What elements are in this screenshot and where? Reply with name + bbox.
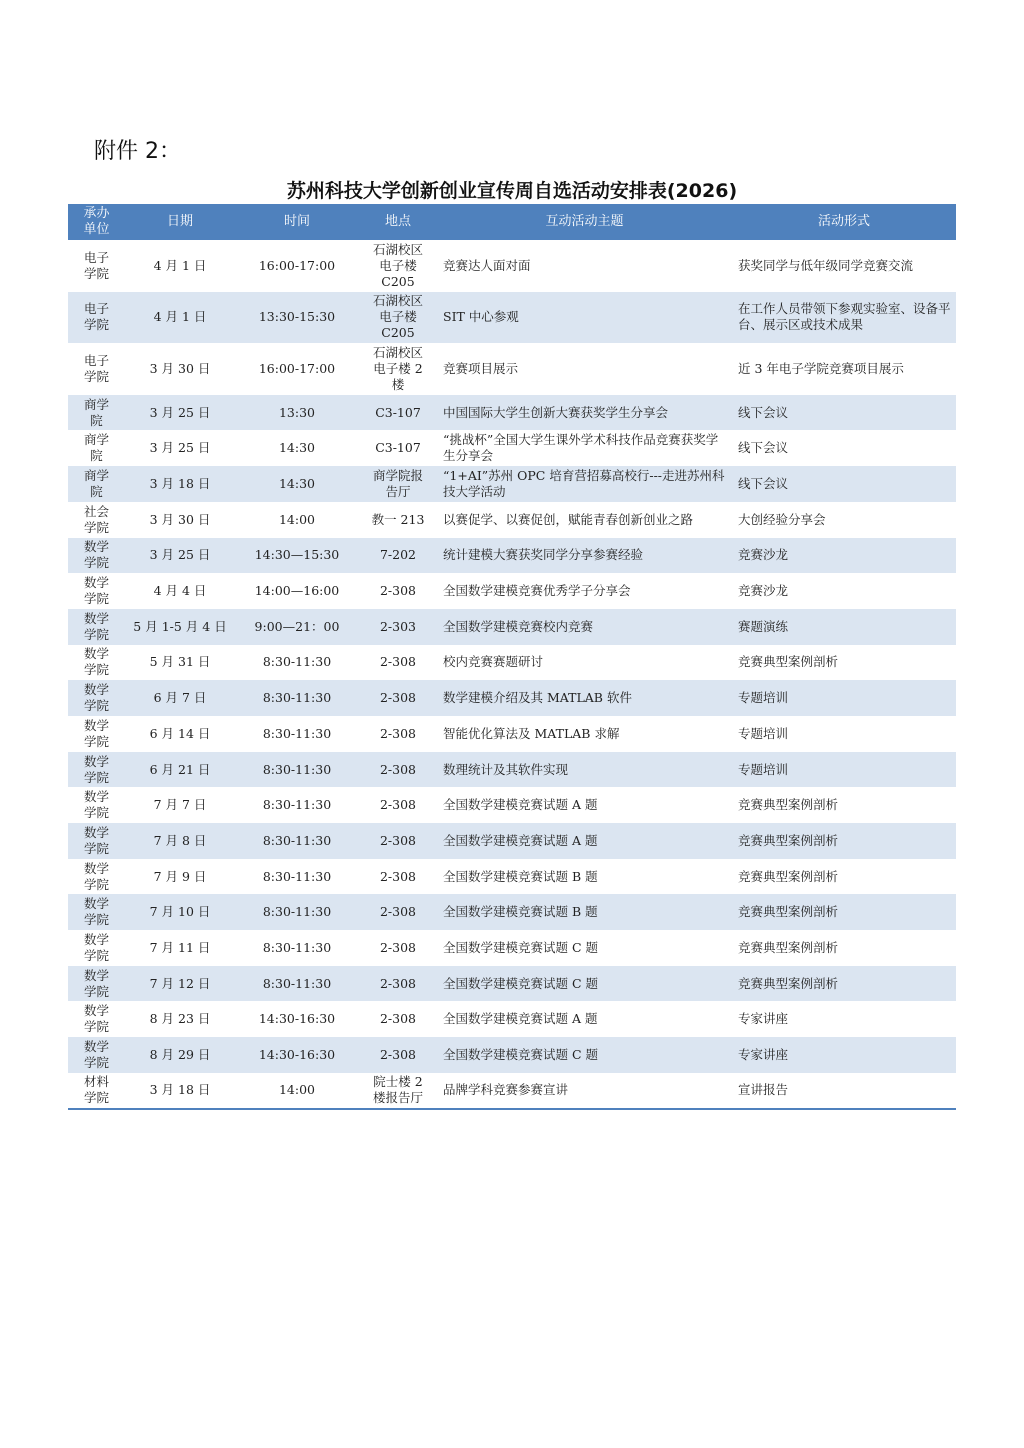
- cell-unit: 电子学院: [83, 352, 109, 384]
- cell-time: 8:30-11:30: [262, 690, 332, 706]
- cell-time: 8:30-11:30: [262, 975, 332, 991]
- cell-place: 2-308: [379, 654, 417, 670]
- cell-unit: 电子学院: [83, 301, 109, 333]
- table-row: [68, 466, 956, 502]
- cell-unit: 数学学院: [83, 646, 109, 678]
- cell-topic: 全国数学建模竞赛试题 C 题: [443, 1047, 599, 1062]
- cell-place: 2-308: [379, 725, 417, 741]
- cell-place: C3-107: [375, 404, 421, 420]
- cell-place: 2-308: [379, 761, 417, 777]
- cell-form: 宣讲报告: [738, 1082, 789, 1098]
- cell-place: 院士楼 2 楼报告厅: [372, 1074, 423, 1106]
- cell-place: 石湖校区电子楼C205: [372, 293, 423, 341]
- table-row: [68, 343, 956, 395]
- table-row: [68, 645, 956, 681]
- cell-place: 2-308: [379, 939, 417, 955]
- cell-time: 9:00—21：00: [254, 618, 340, 634]
- cell-topic: 全国数学建模竞赛试题 A 题: [443, 1011, 598, 1027]
- table-row: [68, 716, 956, 752]
- table-row: [68, 538, 956, 574]
- cell-time: 8:30-11:30: [262, 868, 332, 884]
- cell-topic: 全国数学建模竞赛优秀学子分享会: [443, 583, 631, 599]
- schedule-table: [68, 204, 956, 1110]
- cell-form: 获奖同学与低年级同学竞赛交流: [738, 257, 914, 273]
- cell-form: 线下会议: [738, 476, 789, 491]
- cell-form: 在工作人员带领下参观实验室、设备平台、展示区或技术成果: [738, 301, 951, 333]
- cell-topic: 全国数学建模竞赛试题 A 题: [443, 832, 598, 848]
- cell-form: 竞赛典型案例剖析: [738, 939, 839, 955]
- cell-unit: 数学学院: [83, 824, 109, 856]
- cell-time: 8:30-11:30: [262, 939, 332, 955]
- cell-form: 竞赛典型案例剖析: [738, 654, 839, 670]
- cell-time: 8:30-11:30: [262, 725, 332, 741]
- table-header: [68, 204, 956, 240]
- cell-topic: 全国数学建模竞赛试题 B 题: [443, 904, 598, 920]
- cell-time: 8:30-11:30: [262, 654, 332, 670]
- cell-date: 7 月 8 日: [153, 832, 207, 848]
- cell-unit: 数学学院: [83, 717, 109, 749]
- cell-date: 3 月 25 日: [149, 440, 211, 456]
- table-body: [68, 240, 956, 1109]
- attachment-label: 附件 2：: [94, 139, 181, 164]
- cell-time: 14:00—16:00: [254, 583, 340, 599]
- cell-time: 8:30-11:30: [262, 761, 332, 777]
- cell-place: 2-308: [379, 868, 417, 884]
- cell-form: 赛题演练: [738, 618, 789, 634]
- cell-date: 6 月 14 日: [149, 725, 211, 741]
- cell-time: 16:00-17:00: [258, 257, 336, 273]
- cell-date: 4 月 4 日: [153, 583, 207, 599]
- cell-time: 13:30-15:30: [258, 309, 336, 325]
- cell-date: 5 月 1-5 月 4 日: [133, 618, 227, 634]
- cell-date: 7 月 12 日: [149, 975, 211, 991]
- cell-topic: 数理统计及其软件实现: [443, 761, 569, 777]
- cell-time: 8:30-11:30: [262, 797, 332, 813]
- cell-place: 石湖校区电子楼 2 楼: [372, 344, 423, 392]
- cell-date: 3 月 25 日: [149, 547, 211, 563]
- cell-date: 3 月 30 日: [149, 360, 211, 376]
- cell-date: 8 月 23 日: [149, 1011, 211, 1027]
- cell-form: 专题培训: [738, 725, 789, 741]
- cell-place: 2-308: [379, 797, 417, 813]
- cell-place: 2-308: [379, 975, 417, 991]
- cell-form: 竞赛典型案例剖析: [738, 832, 839, 848]
- cell-time: 16:00-17:00: [258, 360, 336, 376]
- cell-place: C3-107: [375, 440, 421, 456]
- table-row: [68, 1001, 956, 1037]
- cell-unit: 数学学院: [83, 931, 109, 963]
- cell-topic: 校内竞赛赛题研讨: [443, 654, 544, 670]
- header-time: 时间: [235, 204, 359, 240]
- cell-time: 14:00: [278, 511, 316, 527]
- cell-time: 8:30-11:30: [262, 904, 332, 920]
- cell-place: 2-308: [379, 690, 417, 706]
- table-row: [68, 1073, 956, 1109]
- cell-time: 14:30-16:30: [258, 1011, 336, 1027]
- table-row: [68, 894, 956, 930]
- cell-unit: 社会学院: [83, 503, 109, 535]
- cell-form: 近 3 年电子学院竞赛项目展示: [738, 360, 904, 376]
- cell-unit: 材料学院: [83, 1074, 109, 1106]
- cell-date: 7 月 7 日: [153, 797, 207, 813]
- cell-unit: 电子学院: [83, 249, 109, 281]
- cell-form: 竞赛典型案例剖析: [738, 904, 839, 920]
- cell-form: 专题培训: [738, 761, 789, 777]
- cell-topic: 全国数学建模竞赛试题 C 题: [443, 939, 599, 955]
- cell-unit: 数学学院: [83, 967, 109, 999]
- table-row: [68, 859, 956, 895]
- cell-form: 专家讲座: [738, 1047, 789, 1062]
- cell-place: 商学院报告厅: [372, 468, 423, 499]
- cell-form: 竞赛沙龙: [738, 583, 789, 599]
- cell-topic: 智能优化算法及 MATLAB 求解: [443, 725, 620, 741]
- cell-form: 竞赛典型案例剖析: [738, 868, 839, 884]
- cell-topic: 统计建模大赛获奖同学分享参赛经验: [443, 547, 644, 563]
- cell-topic: 品牌学科竞赛参赛宣讲: [443, 1082, 569, 1098]
- cell-unit: 数学学院: [83, 539, 109, 571]
- cell-date: 3 月 18 日: [149, 1082, 211, 1098]
- cell-time: 14:30-16:30: [258, 1047, 336, 1062]
- cell-date: 7 月 10 日: [149, 904, 211, 920]
- cell-place: 2-308: [379, 832, 417, 848]
- cell-unit: 商学院: [83, 396, 109, 428]
- cell-topic: 竞赛项目展示: [443, 360, 519, 376]
- table-row: [68, 930, 956, 966]
- cell-topic: 全国数学建模竞赛试题 A 题: [443, 797, 598, 813]
- table-row: [68, 240, 956, 292]
- cell-form: 竞赛沙龙: [738, 547, 789, 563]
- table-row: [68, 502, 956, 538]
- cell-form: 竞赛典型案例剖析: [738, 797, 839, 813]
- cell-unit: 数学学院: [83, 1039, 109, 1070]
- cell-form: 大创经验分享会: [738, 511, 826, 527]
- cell-topic: SIT 中心参观: [443, 309, 519, 325]
- cell-date: 6 月 21 日: [149, 761, 211, 777]
- header-unit: 承办单位: [68, 204, 125, 240]
- cell-place: 7-202: [379, 547, 417, 563]
- document-title: 苏州科技大学创新创业宣传周自选活动安排表(2026): [286, 180, 738, 202]
- cell-topic: 全国数学建模竞赛试题 B 题: [443, 868, 598, 884]
- cell-time: 8:30-11:30: [262, 832, 332, 848]
- cell-time: 14:00: [278, 1082, 316, 1098]
- cell-place: 石湖校区电子楼C205: [372, 241, 423, 289]
- cell-time: 14:30—15:30: [254, 547, 340, 563]
- table-row: [68, 430, 956, 466]
- cell-unit: 数学学院: [83, 1003, 109, 1035]
- cell-date: 8 月 29 日: [149, 1047, 211, 1062]
- table-row: [68, 823, 956, 859]
- cell-date: 5 月 31 日: [149, 654, 211, 670]
- header-date: 日期: [125, 204, 235, 240]
- table-row: [68, 292, 956, 344]
- cell-place: 2-308: [379, 1011, 417, 1027]
- header-form: 活动形式: [732, 204, 956, 240]
- cell-date: 6 月 7 日: [153, 690, 207, 706]
- table-row: [68, 966, 956, 1002]
- cell-place: 2-308: [379, 904, 417, 920]
- cell-date: 3 月 30 日: [149, 511, 211, 527]
- table-row: [68, 573, 956, 609]
- table-row: [68, 680, 956, 716]
- table-row: [68, 609, 956, 645]
- cell-place: 2-303: [379, 618, 417, 634]
- cell-unit: 数学学院: [83, 896, 109, 928]
- cell-topic: 中国国际大学生创新大赛获奖学生分享会: [443, 404, 669, 420]
- cell-topic: “挑战杯”全国大学生课外学术科技作品竞赛获奖学生分享会: [443, 432, 719, 464]
- cell-place: 2-308: [379, 583, 417, 599]
- cell-unit: 数学学院: [83, 860, 109, 892]
- table-row: [68, 752, 956, 788]
- table-row: [68, 1037, 956, 1073]
- cell-unit: 数学学院: [83, 753, 109, 785]
- cell-date: 3 月 18 日: [149, 476, 211, 491]
- cell-form: 专家讲座: [738, 1011, 789, 1027]
- header-place: 地点: [359, 204, 437, 240]
- cell-topic: “1+AI”苏州 OPC 培育营招募高校行---走进苏州科技大学活动: [443, 468, 725, 499]
- cell-place: 教一 213: [371, 511, 425, 527]
- table-row: [68, 787, 956, 823]
- cell-form: 线下会议: [738, 440, 789, 456]
- cell-date: 4 月 1 日: [153, 257, 207, 273]
- cell-unit: 数学学院: [83, 575, 109, 607]
- cell-date: 7 月 11 日: [149, 939, 211, 955]
- cell-topic: 以赛促学、以赛促创，赋能青春创新创业之路: [443, 511, 694, 527]
- cell-date: 3 月 25 日: [149, 404, 211, 420]
- cell-unit: 数学学院: [83, 789, 109, 821]
- header-topic: 互动活动主题: [437, 204, 732, 240]
- cell-time: 14:30: [278, 476, 316, 491]
- cell-unit: 数学学院: [83, 610, 109, 642]
- cell-unit: 商学院: [83, 468, 109, 499]
- cell-date: 7 月 9 日: [153, 868, 207, 884]
- table-row: [68, 395, 956, 431]
- cell-form: 竞赛典型案例剖析: [738, 975, 839, 991]
- cell-topic: 全国数学建模竞赛试题 C 题: [443, 975, 599, 991]
- cell-unit: 数学学院: [83, 682, 109, 714]
- cell-date: 4 月 1 日: [153, 309, 207, 325]
- cell-time: 13:30: [278, 404, 316, 420]
- cell-topic: 数学建模介绍及其 MATLAB 软件: [443, 690, 632, 706]
- cell-topic: 全国数学建模竞赛校内竞赛: [443, 618, 594, 634]
- cell-unit: 商学院: [83, 432, 109, 464]
- cell-form: 专题培训: [738, 690, 789, 706]
- cell-time: 14:30: [278, 440, 316, 456]
- cell-form: 线下会议: [738, 404, 789, 420]
- cell-topic: 竞赛达人面对面: [443, 257, 531, 273]
- cell-place: 2-308: [379, 1047, 417, 1062]
